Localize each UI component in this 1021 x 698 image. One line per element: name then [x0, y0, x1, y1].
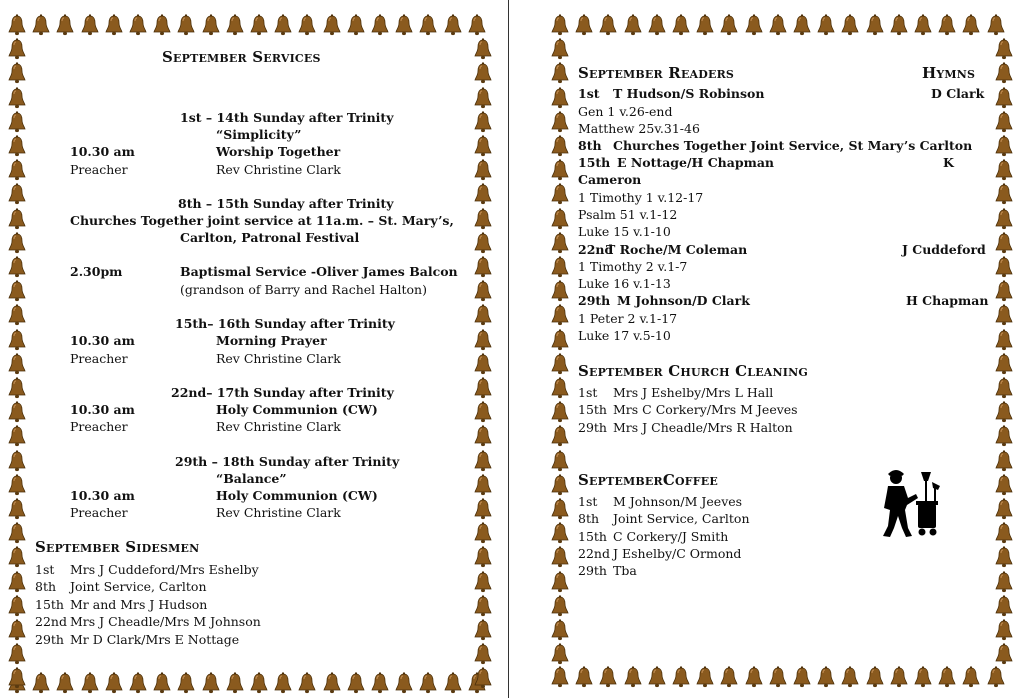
rota-date: 8th: [35, 579, 57, 594]
rota-date: 1st: [35, 562, 55, 577]
reader-date: 29th: [578, 293, 611, 308]
bell-icon: [993, 353, 1015, 375]
bell-icon: [549, 256, 571, 278]
preacher-name: Rev Christine Clark: [216, 505, 341, 520]
bell-icon: [549, 183, 571, 205]
bell-icon: [200, 672, 222, 694]
bell-icon: [472, 159, 494, 181]
sidesmen-title: September Sidesmen: [35, 538, 200, 556]
bell-icon: [743, 666, 765, 688]
bell-icon: [103, 14, 125, 36]
bell-icon: [472, 135, 494, 157]
bell-icon: [993, 425, 1015, 447]
services-title: September Services: [162, 48, 321, 66]
service-heading: 1st – 14th Sunday after Trinity: [180, 110, 394, 125]
bell-icon: [472, 208, 494, 230]
bell-icon: [296, 672, 318, 694]
bell-icon: [6, 643, 28, 665]
service-note: (grandson of Barry and Rachel Halton): [180, 282, 427, 297]
reader-names: Churches Together Joint Service, St Mary’s Carlton: [613, 138, 973, 153]
bell-icon: [888, 14, 910, 36]
rota-date: 15th: [578, 529, 607, 544]
bell-icon: [472, 256, 494, 278]
service-time: 10.30 am: [70, 488, 135, 503]
service-name: Worship Together: [216, 144, 341, 159]
bell-icon: [791, 666, 813, 688]
bell-icon: [993, 135, 1015, 157]
rota-names: Mr and Mrs J Hudson: [70, 597, 208, 612]
bell-icon: [549, 498, 571, 520]
reading: 1 Timothy 2 v.1-7: [578, 259, 688, 274]
bell-icon: [549, 159, 571, 181]
bell-icon: [597, 14, 619, 36]
bell-icon: [993, 111, 1015, 133]
bell-icon: [296, 14, 318, 36]
reading: 1 Timothy 1 v.12-17: [578, 190, 704, 205]
bell-icon: [6, 183, 28, 205]
reader-names: T Roche/M Coleman: [606, 242, 748, 257]
rota-names: Mrs J Cheadle/Mrs R Halton: [613, 420, 793, 435]
bell-icon: [549, 571, 571, 593]
reader-names: E Nottage/H Chapman: [617, 155, 775, 170]
service-heading: 29th – 18th Sunday after Trinity: [175, 454, 400, 469]
bell-icon: [6, 14, 28, 36]
bell-icon: [993, 619, 1015, 641]
bell-icon: [6, 377, 28, 399]
bell-icon: [993, 159, 1015, 181]
bell-icon: [321, 14, 343, 36]
bell-icon: [6, 498, 28, 520]
bell-icon: [791, 14, 813, 36]
bell-icon: [417, 14, 439, 36]
bell-icon: [248, 14, 270, 36]
bell-icon: [369, 14, 391, 36]
bell-icon: [472, 595, 494, 617]
bell-icon: [694, 666, 716, 688]
bell-icon: [466, 14, 488, 36]
reading: Luke 16 v.1-13: [578, 276, 671, 291]
service-time: 10.30 am: [70, 402, 135, 417]
bell-icon: [127, 672, 149, 694]
bell-icon: [472, 183, 494, 205]
service-theme: “Simplicity”: [216, 127, 302, 142]
bell-icon: [993, 280, 1015, 302]
service-line: Carlton, Patronal Festival: [180, 230, 360, 245]
bell-icon: [175, 672, 197, 694]
bell-icon: [573, 666, 595, 688]
rota-names: Mrs J Cheadle/Mrs M Johnson: [70, 614, 261, 629]
bell-icon: [224, 14, 246, 36]
service-name: Morning Prayer: [216, 333, 327, 348]
bell-icon: [472, 450, 494, 472]
reader-date: 15th: [578, 155, 611, 170]
bell-icon: [549, 304, 571, 326]
service-heading: 15th– 16th Sunday after Trinity: [175, 316, 395, 331]
bell-icon: [200, 14, 222, 36]
bell-icon: [6, 667, 28, 689]
reading: 1 Peter 2 v.1-17: [578, 311, 678, 326]
bell-icon: [767, 666, 789, 688]
bell-icon: [6, 329, 28, 351]
bell-icon: [670, 666, 692, 688]
bell-icon: [472, 304, 494, 326]
bell-icon: [6, 401, 28, 423]
bell-icon: [985, 666, 1007, 688]
bell-icon: [472, 498, 494, 520]
rota-date: 29th: [578, 563, 607, 578]
rota-names: Mr D Clark/Mrs E Nottage: [70, 632, 240, 647]
bell-icon: [175, 14, 197, 36]
bell-icon: [839, 14, 861, 36]
bell-icon: [549, 401, 571, 423]
bell-icon: [472, 571, 494, 593]
bell-icon: [718, 666, 740, 688]
bell-icon: [646, 666, 668, 688]
bell-icon: [993, 38, 1015, 60]
bell-icon: [622, 666, 644, 688]
bell-icon: [345, 672, 367, 694]
bell-icon: [864, 666, 886, 688]
bell-icon: [6, 353, 28, 375]
bell-icon: [888, 666, 910, 688]
bell-icon: [472, 232, 494, 254]
bell-icon: [993, 474, 1015, 496]
bell-icon: [442, 14, 464, 36]
rota-date: 22nd: [578, 546, 610, 561]
bell-icon: [549, 353, 571, 375]
bell-icon: [597, 666, 619, 688]
preacher-name: Rev Christine Clark: [216, 162, 341, 177]
bell-icon: [549, 111, 571, 133]
bell-icon: [224, 672, 246, 694]
bell-icon: [743, 14, 765, 36]
bell-icon: [248, 672, 270, 694]
service-time: 2.30pm: [70, 264, 123, 279]
bell-icon: [272, 14, 294, 36]
bell-icon: [6, 619, 28, 641]
bell-icon: [993, 329, 1015, 351]
bell-icon: [30, 14, 52, 36]
bell-icon: [993, 546, 1015, 568]
reader-date: 1st: [578, 86, 600, 101]
bell-icon: [417, 672, 439, 694]
bell-icon: [79, 14, 101, 36]
bell-icon: [993, 232, 1015, 254]
left-page: [0, 0, 505, 698]
rota-names: Joint Service, Carlton: [613, 511, 750, 526]
rota-date: 29th: [35, 632, 64, 647]
bell-icon: [6, 304, 28, 326]
rota-date: 22nd: [35, 614, 67, 629]
bell-icon: [54, 672, 76, 694]
rota-names: Mrs J Eshelby/Mrs L Hall: [613, 385, 774, 400]
bell-icon: [993, 450, 1015, 472]
bell-icon: [767, 14, 789, 36]
bell-icon: [472, 87, 494, 109]
bell-icon: [472, 377, 494, 399]
reading: Luke 15 v.1-10: [578, 224, 671, 239]
bell-icon: [839, 666, 861, 688]
bell-icon: [993, 304, 1015, 326]
rota-names: J Eshelby/C Ormond: [613, 546, 742, 561]
bell-icon: [549, 450, 571, 472]
bell-icon: [549, 474, 571, 496]
bell-icon: [472, 667, 494, 689]
rota-names: Joint Service, Carlton: [70, 579, 207, 594]
bell-icon: [549, 38, 571, 60]
bell-icon: [549, 135, 571, 157]
bell-icon: [6, 38, 28, 60]
bell-icon: [549, 62, 571, 84]
hymns-title: Hymns: [922, 64, 976, 82]
bell-icon: [960, 666, 982, 688]
bell-icon: [985, 14, 1007, 36]
rota-date: 8th: [578, 511, 600, 526]
service-time: 10.30 am: [70, 333, 135, 348]
bell-icon: [369, 672, 391, 694]
bell-icon: [549, 595, 571, 617]
bell-icon: [960, 14, 982, 36]
bell-icon: [472, 38, 494, 60]
reader-date: 8th: [578, 138, 602, 153]
bell-icon: [6, 111, 28, 133]
bell-icon: [694, 14, 716, 36]
reader-date: 22nd: [578, 242, 614, 257]
bell-icon: [993, 256, 1015, 278]
bell-icon: [321, 672, 343, 694]
bell-icon: [549, 329, 571, 351]
bell-icon: [472, 546, 494, 568]
bell-icon: [549, 546, 571, 568]
preacher-label: Preacher: [70, 162, 128, 177]
bell-icon: [936, 666, 958, 688]
bell-icon: [815, 14, 837, 36]
bell-icon: [549, 522, 571, 544]
bell-icon: [472, 353, 494, 375]
preacher-name: Rev Christine Clark: [216, 351, 341, 366]
bell-icon: [6, 208, 28, 230]
bell-icon: [6, 571, 28, 593]
bell-icon: [549, 377, 571, 399]
page-divider: [508, 0, 509, 698]
hymns-name: D Clark: [931, 86, 985, 101]
readers-title: September Readers: [578, 64, 735, 82]
bell-icon: [936, 14, 958, 36]
bell-icon: [622, 14, 644, 36]
bell-icon: [103, 672, 125, 694]
bell-icon: [993, 401, 1015, 423]
bell-icon: [472, 619, 494, 641]
cleaner-icon: [878, 468, 948, 540]
bell-icon: [912, 14, 934, 36]
rota-date: 1st: [578, 385, 598, 400]
hymns-name: H Chapman: [906, 293, 989, 308]
bell-icon: [573, 14, 595, 36]
bell-icon: [993, 498, 1015, 520]
bell-icon: [993, 643, 1015, 665]
cleaning-title: September Church Cleaning: [578, 362, 808, 380]
bell-icon: [6, 159, 28, 181]
service-heading: 8th – 15th Sunday after Trinity: [178, 196, 394, 211]
bell-icon: [151, 672, 173, 694]
service-name: Holy Communion (CW): [216, 488, 378, 503]
coffee-title: SeptemberCoffee: [578, 471, 718, 489]
bell-icon: [472, 643, 494, 665]
bell-icon: [472, 522, 494, 544]
bell-icon: [549, 643, 571, 665]
bell-icon: [393, 672, 415, 694]
bell-icon: [6, 87, 28, 109]
rota-date: 15th: [578, 402, 607, 417]
bell-icon: [993, 595, 1015, 617]
bell-icon: [6, 450, 28, 472]
reading: Matthew 25v.31-46: [578, 121, 700, 136]
reader-names: M Johnson/D Clark: [617, 293, 750, 308]
rota-names: Mrs C Corkery/Mrs M Jeeves: [613, 402, 798, 417]
bell-icon: [6, 232, 28, 254]
rota-date: 15th: [35, 597, 64, 612]
bell-icon: [549, 208, 571, 230]
bell-icon: [272, 672, 294, 694]
bell-icon: [6, 522, 28, 544]
bell-icon: [993, 208, 1015, 230]
bell-icon: [79, 672, 101, 694]
service-theme: “Balance”: [216, 471, 287, 486]
service-time: 10.30 am: [70, 144, 135, 159]
bell-icon: [993, 62, 1015, 84]
preacher-name: Rev Christine Clark: [216, 419, 341, 434]
bell-icon: [549, 666, 571, 688]
bell-icon: [442, 672, 464, 694]
bell-icon: [30, 672, 52, 694]
reading: Gen 1 v.26-end: [578, 104, 673, 119]
bell-icon: [549, 619, 571, 641]
bell-icon: [993, 571, 1015, 593]
bell-icon: [472, 425, 494, 447]
hymns-name: J Cuddeford: [902, 242, 986, 257]
bell-icon: [6, 546, 28, 568]
bell-icon: [549, 87, 571, 109]
preacher-label: Preacher: [70, 419, 128, 434]
bell-icon: [151, 14, 173, 36]
bell-icon: [549, 232, 571, 254]
bell-icon: [472, 401, 494, 423]
rota-names: Tba: [613, 563, 637, 578]
bell-icon: [993, 377, 1015, 399]
rota-date: 1st: [578, 494, 598, 509]
bell-icon: [549, 425, 571, 447]
bell-icon: [864, 14, 886, 36]
bell-icon: [912, 666, 934, 688]
bell-icon: [815, 666, 837, 688]
bell-icon: [993, 183, 1015, 205]
bell-icon: [718, 14, 740, 36]
hymns-name-cont: Cameron: [578, 172, 642, 187]
bell-icon: [6, 256, 28, 278]
bell-icon: [993, 522, 1015, 544]
rota-names: M Johnson/M Jeeves: [613, 494, 743, 509]
bell-icon: [6, 595, 28, 617]
rota-names: Mrs J Cuddeford/Mrs Eshelby: [70, 562, 259, 577]
bell-icon: [6, 62, 28, 84]
rota-names: C Corkery/J Smith: [613, 529, 729, 544]
reading: Luke 17 v.5-10: [578, 328, 671, 343]
bell-icon: [472, 329, 494, 351]
bell-icon: [54, 14, 76, 36]
service-name: Holy Communion (CW): [216, 402, 378, 417]
bell-icon: [345, 14, 367, 36]
bell-icon: [670, 14, 692, 36]
bell-icon: [393, 14, 415, 36]
service-line: Churches Together joint service at 11a.m. – St. Mary’s,: [70, 213, 454, 228]
bell-icon: [549, 280, 571, 302]
bell-icon: [472, 111, 494, 133]
preacher-label: Preacher: [70, 505, 128, 520]
bell-icon: [993, 87, 1015, 109]
bell-icon: [472, 280, 494, 302]
bell-icon: [549, 14, 571, 36]
bell-icon: [6, 135, 28, 157]
right-page: [545, 0, 1021, 698]
bell-icon: [472, 62, 494, 84]
bell-icon: [472, 474, 494, 496]
reader-names: T Hudson/S Robinson: [613, 86, 765, 101]
preacher-label: Preacher: [70, 351, 128, 366]
service-name: Baptismal Service -Oliver James Balcon: [180, 264, 458, 279]
bell-icon: [646, 14, 668, 36]
bell-icon: [6, 280, 28, 302]
rota-date: 29th: [578, 420, 607, 435]
bell-icon: [127, 14, 149, 36]
reading: Psalm 51 v.1-12: [578, 207, 678, 222]
service-heading: 22nd– 17th Sunday after Trinity: [171, 385, 394, 400]
bell-icon: [6, 425, 28, 447]
hymns-name: K: [943, 155, 954, 170]
bell-icon: [6, 474, 28, 496]
